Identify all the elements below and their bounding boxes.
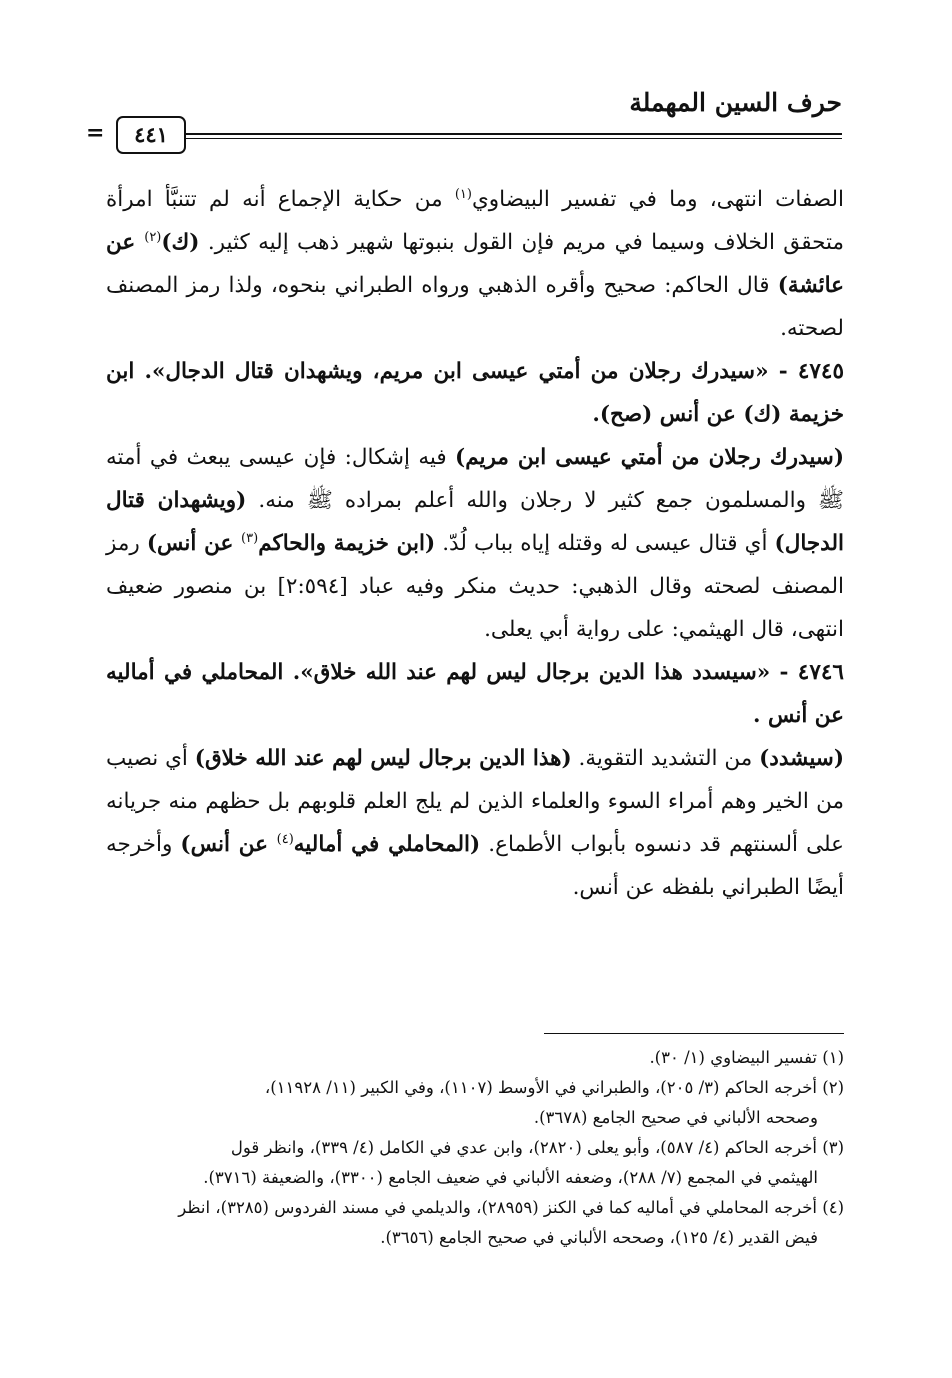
- hadith-4745: [106, 350, 844, 436]
- footnote-3-continued: الهيثمي في المجمع (٧/ ٢٨٨)، وضعفه الألباني في ضعيف الجامع (٣٣٠٠)، والضعيفة (٣٧١٦).: [203, 1168, 818, 1187]
- bold-run: (المحاملي في أماليه: [293, 832, 481, 857]
- hadith-number: ٤٧٤٦ -: [770, 660, 844, 685]
- bold-run: (ابن خزيمة والحاكم: [258, 531, 436, 556]
- bold-run: عن عائشة): [106, 230, 844, 298]
- footnote-ref: (١): [454, 186, 472, 202]
- footnotes: [106, 1043, 844, 1253]
- text-run: من التشديد التقوية.: [571, 746, 760, 771]
- paragraph-1: [106, 178, 844, 350]
- footnote-1: (١) تفسير البيضاوي (١/ ٣٠).: [649, 1048, 844, 1067]
- main-text: [106, 178, 844, 909]
- page-header: [86, 88, 842, 158]
- bold-run: عن أنس): [180, 832, 277, 857]
- footnote-divider: [544, 1033, 844, 1034]
- bold-run: (سيشدد): [759, 746, 844, 771]
- hadith-text: «سيدرك رجلان من أمتي عيسى ابن مريم، ويشهدان قتال الدجال». ابن خزيمة (ك) عن أنس (صح).: [106, 359, 844, 427]
- text-run: وأخرجه أيضًا الطبراني بلفظه عن أنس.: [106, 832, 844, 900]
- footnote-ref: (٢): [144, 229, 162, 245]
- paragraph-3: [106, 737, 844, 909]
- footnote-ref: (٤): [276, 831, 294, 847]
- text-run: رمز المصنف لصحته وقال الذهبي: حديث منكر وفيه عباد [٢:٥٩٤] بن منصور ضعيف انتهى، قال الهيثمي: على رواية أبي يعلى.: [106, 531, 844, 642]
- hadith-text: «سيسدد هذا الدين برجال ليس لهم عند الله خلاق». المحاملي في أماليه عن أنس .: [106, 660, 844, 728]
- text-run: قال الحاكم: صحيح وأقره الذهبي ورواه الطبراني بنحوه، ولذا رمز المصنف لصحته.: [106, 273, 844, 341]
- running-title: حرف السين المهملة: [629, 88, 842, 117]
- bold-run: عن أنس): [146, 531, 242, 556]
- footnote-2: (٢) أخرجه الحاكم (٣/ ٢٠٥)، والطبراني في الأوسط (١١٠٧)، وفي الكبير (١١/ ١١٩٢٨)،: [264, 1078, 844, 1097]
- header-ornament: =: [86, 120, 105, 146]
- text-run: الصفات انتهى، وما في تفسير البيضاوي: [471, 187, 844, 212]
- page-number: ٤٤١: [116, 116, 186, 154]
- text-run: أي نصيب من الخير وهم أمراء السوء والعلماء الذين لم يلج العلم قلوبهم بل حظهم منه جريانه على ألسنتهم قد دنسوه بأبواب الأطماع.: [106, 746, 844, 857]
- header-rule: [184, 133, 842, 139]
- text-run: من حكاية الإجماع أنه لم تتنبَّأ امرأة متحقق الخلاف وسيما في مريم فإن القول بنبوتها شهير ذهب إليه كثير.: [106, 187, 844, 255]
- text-run: فيه إشكال: فإن عيسى يبعث في أمته ﷺ والمسلمون جمع كثير لا رجلان والله أعلم بمراده ﷺ منه.: [106, 445, 844, 513]
- footnote-4-continued: فيض القدير (٤/ ١٢٥)، وصححه الألباني في صحيح الجامع (٣٦٥٦).: [380, 1228, 818, 1247]
- hadith-number: ٤٧٤٥ -: [768, 359, 845, 384]
- bold-run: (ويشهدان قتال الدجال): [106, 488, 844, 556]
- footnote-4: (٤) أخرجه المحاملي في أماليه كما في الكنز (٢٨٩٥٩)، والديلمي في مسند الفردوس (٣٢٨٥)، انظر: [178, 1198, 844, 1217]
- paragraph-2: [106, 436, 844, 651]
- hadith-4746: [106, 651, 844, 737]
- text-run: أي قتال عيسى له وقتله إياه بباب لُدّ.: [435, 531, 775, 556]
- bold-run: (هذا الدين برجال ليس لهم عند الله خلاق): [194, 746, 572, 771]
- bold-run: (سيدرك رجلان من أمتي عيسى ابن مريم): [455, 445, 844, 470]
- footnote-ref: (٣): [241, 530, 259, 546]
- bold-run: (ك): [161, 230, 200, 255]
- footnote-3: (٣) أخرجه الحاكم (٤/ ٥٨٧)، وأبو يعلى (٢٨٢٠)، وابن عدي في الكامل (٤/ ٣٣٩)، وانظر قول: [230, 1138, 844, 1157]
- footnote-2-continued: وصححه الألباني في صحيح الجامع (٣٦٧٨).: [533, 1108, 818, 1127]
